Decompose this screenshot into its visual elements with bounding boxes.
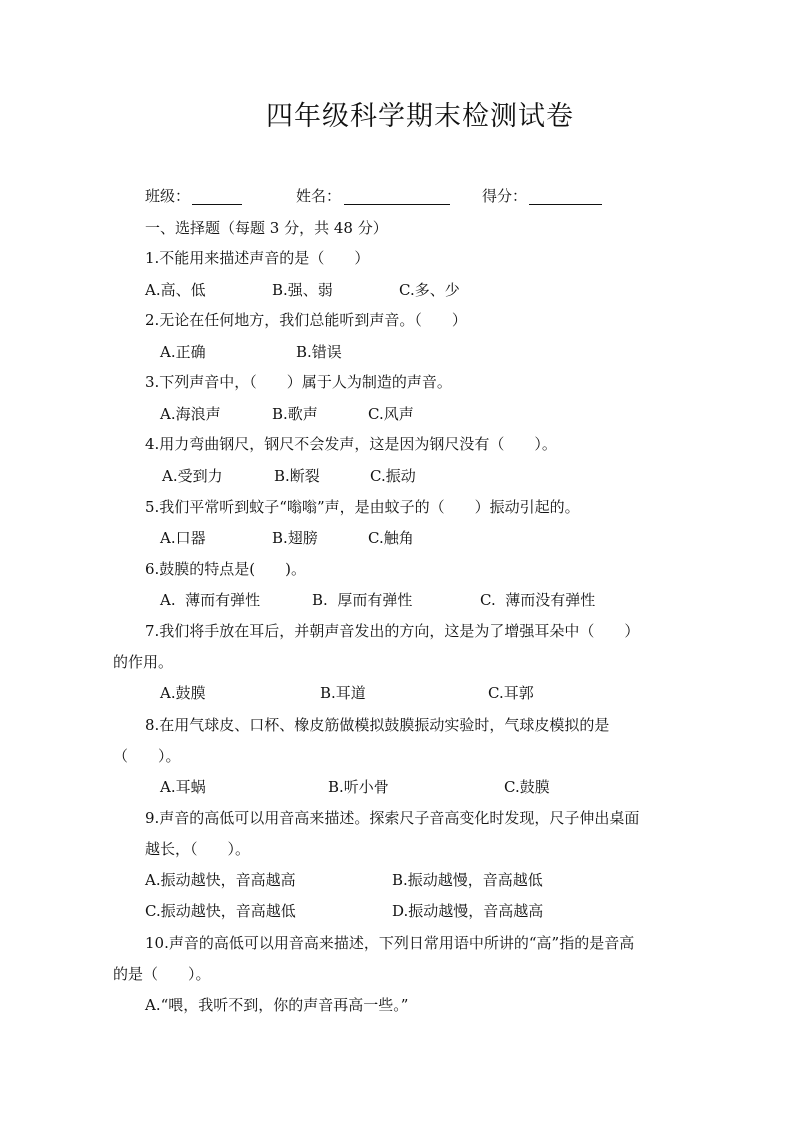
option[interactable]: A.“喂，我听不到，你的声音再高一些。” (145, 996, 409, 1014)
question-stem: 1.不能用来描述声音的是（ ） (145, 249, 370, 267)
score-blank[interactable] (529, 186, 602, 205)
option[interactable]: B.歌声 (272, 405, 318, 423)
option[interactable]: B.断裂 (274, 467, 320, 485)
question-stem: 8.在用气球皮、口杯、橡皮筋做模拟鼓膜振动实验时，气球皮模拟的是 (145, 716, 610, 734)
name-blank[interactable] (344, 186, 450, 205)
option[interactable]: A.海浪声 (160, 405, 221, 423)
option[interactable]: B.耳道 (320, 684, 366, 702)
option[interactable]: C.多、少 (399, 281, 460, 299)
question-stem: 5.我们平常听到蚊子“嗡嗡”声，是由蚊子的（ ）振动引起的。 (145, 498, 580, 516)
score-label: 得分： (482, 187, 528, 205)
option[interactable]: B.听小骨 (328, 778, 389, 796)
option[interactable]: D.振动越慢，音高越高 (392, 902, 544, 920)
option[interactable]: A.正确 (160, 343, 206, 361)
option[interactable]: B.强、弱 (272, 281, 333, 299)
option[interactable]: A.振动越快，音高越高 (145, 871, 296, 889)
page-title: 四年级科学期末检测试卷 (266, 101, 574, 132)
question-stem: 2.无论在任何地方，我们总能听到声音。（ ） (145, 311, 467, 329)
question-stem: 3.下列声音中，（ ）属于人为制造的声音。 (145, 373, 452, 391)
option[interactable]: A.鼓膜 (160, 684, 206, 702)
question-stem: 7.我们将手放在耳后，并朝声音发出的方向，这是为了增强耳朵中（ ） (145, 622, 640, 640)
option[interactable]: A.口器 (160, 529, 206, 547)
option[interactable]: C.鼓膜 (504, 778, 550, 796)
question-stem: 6.鼓膜的特点是( )。 (145, 560, 307, 578)
option[interactable]: A.受到力 (162, 467, 223, 485)
option[interactable]: A. 薄而有弹性 (160, 591, 261, 609)
class-blank[interactable] (192, 186, 242, 205)
option[interactable]: B.翅膀 (272, 529, 318, 547)
option[interactable]: C. 薄而没有弹性 (480, 591, 596, 609)
option[interactable]: C.振动越快，音高越低 (145, 902, 296, 920)
section-heading: 一、选择题（每题 3 分，共 48 分） (145, 219, 388, 237)
option[interactable]: C.振动 (370, 467, 416, 485)
option[interactable]: C.风声 (368, 405, 414, 423)
question-stem: 4.用力弯曲钢尺，钢尺不会发声，这是因为钢尺没有（ ）。 (145, 435, 557, 453)
question-stem-continued: 的作用。 (113, 653, 174, 671)
question-stem-continued: 越长，（ ）。 (145, 840, 251, 858)
option[interactable]: B.错误 (296, 343, 342, 361)
option[interactable]: C.触角 (368, 529, 414, 547)
option[interactable]: A.耳蜗 (160, 778, 206, 796)
option[interactable]: A.高、低 (145, 281, 206, 299)
option[interactable]: B.振动越慢，音高越低 (392, 871, 543, 889)
question-stem: 9.声音的高低可以用音高来描述。探索尺子音高变化时发现，尺子伸出桌面 (145, 809, 640, 827)
option[interactable]: B. 厚而有弹性 (312, 591, 413, 609)
question-stem: 10.声音的高低可以用音高来描述，下列日常用语中所讲的“高”指的是音高 (145, 934, 635, 952)
question-stem-continued: 的是（ ）。 (113, 965, 211, 983)
option[interactable]: C.耳郭 (488, 684, 534, 702)
class-label: 班级： (145, 187, 191, 205)
question-stem-continued: （ ）。 (113, 747, 181, 765)
name-label: 姓名： (296, 187, 342, 205)
